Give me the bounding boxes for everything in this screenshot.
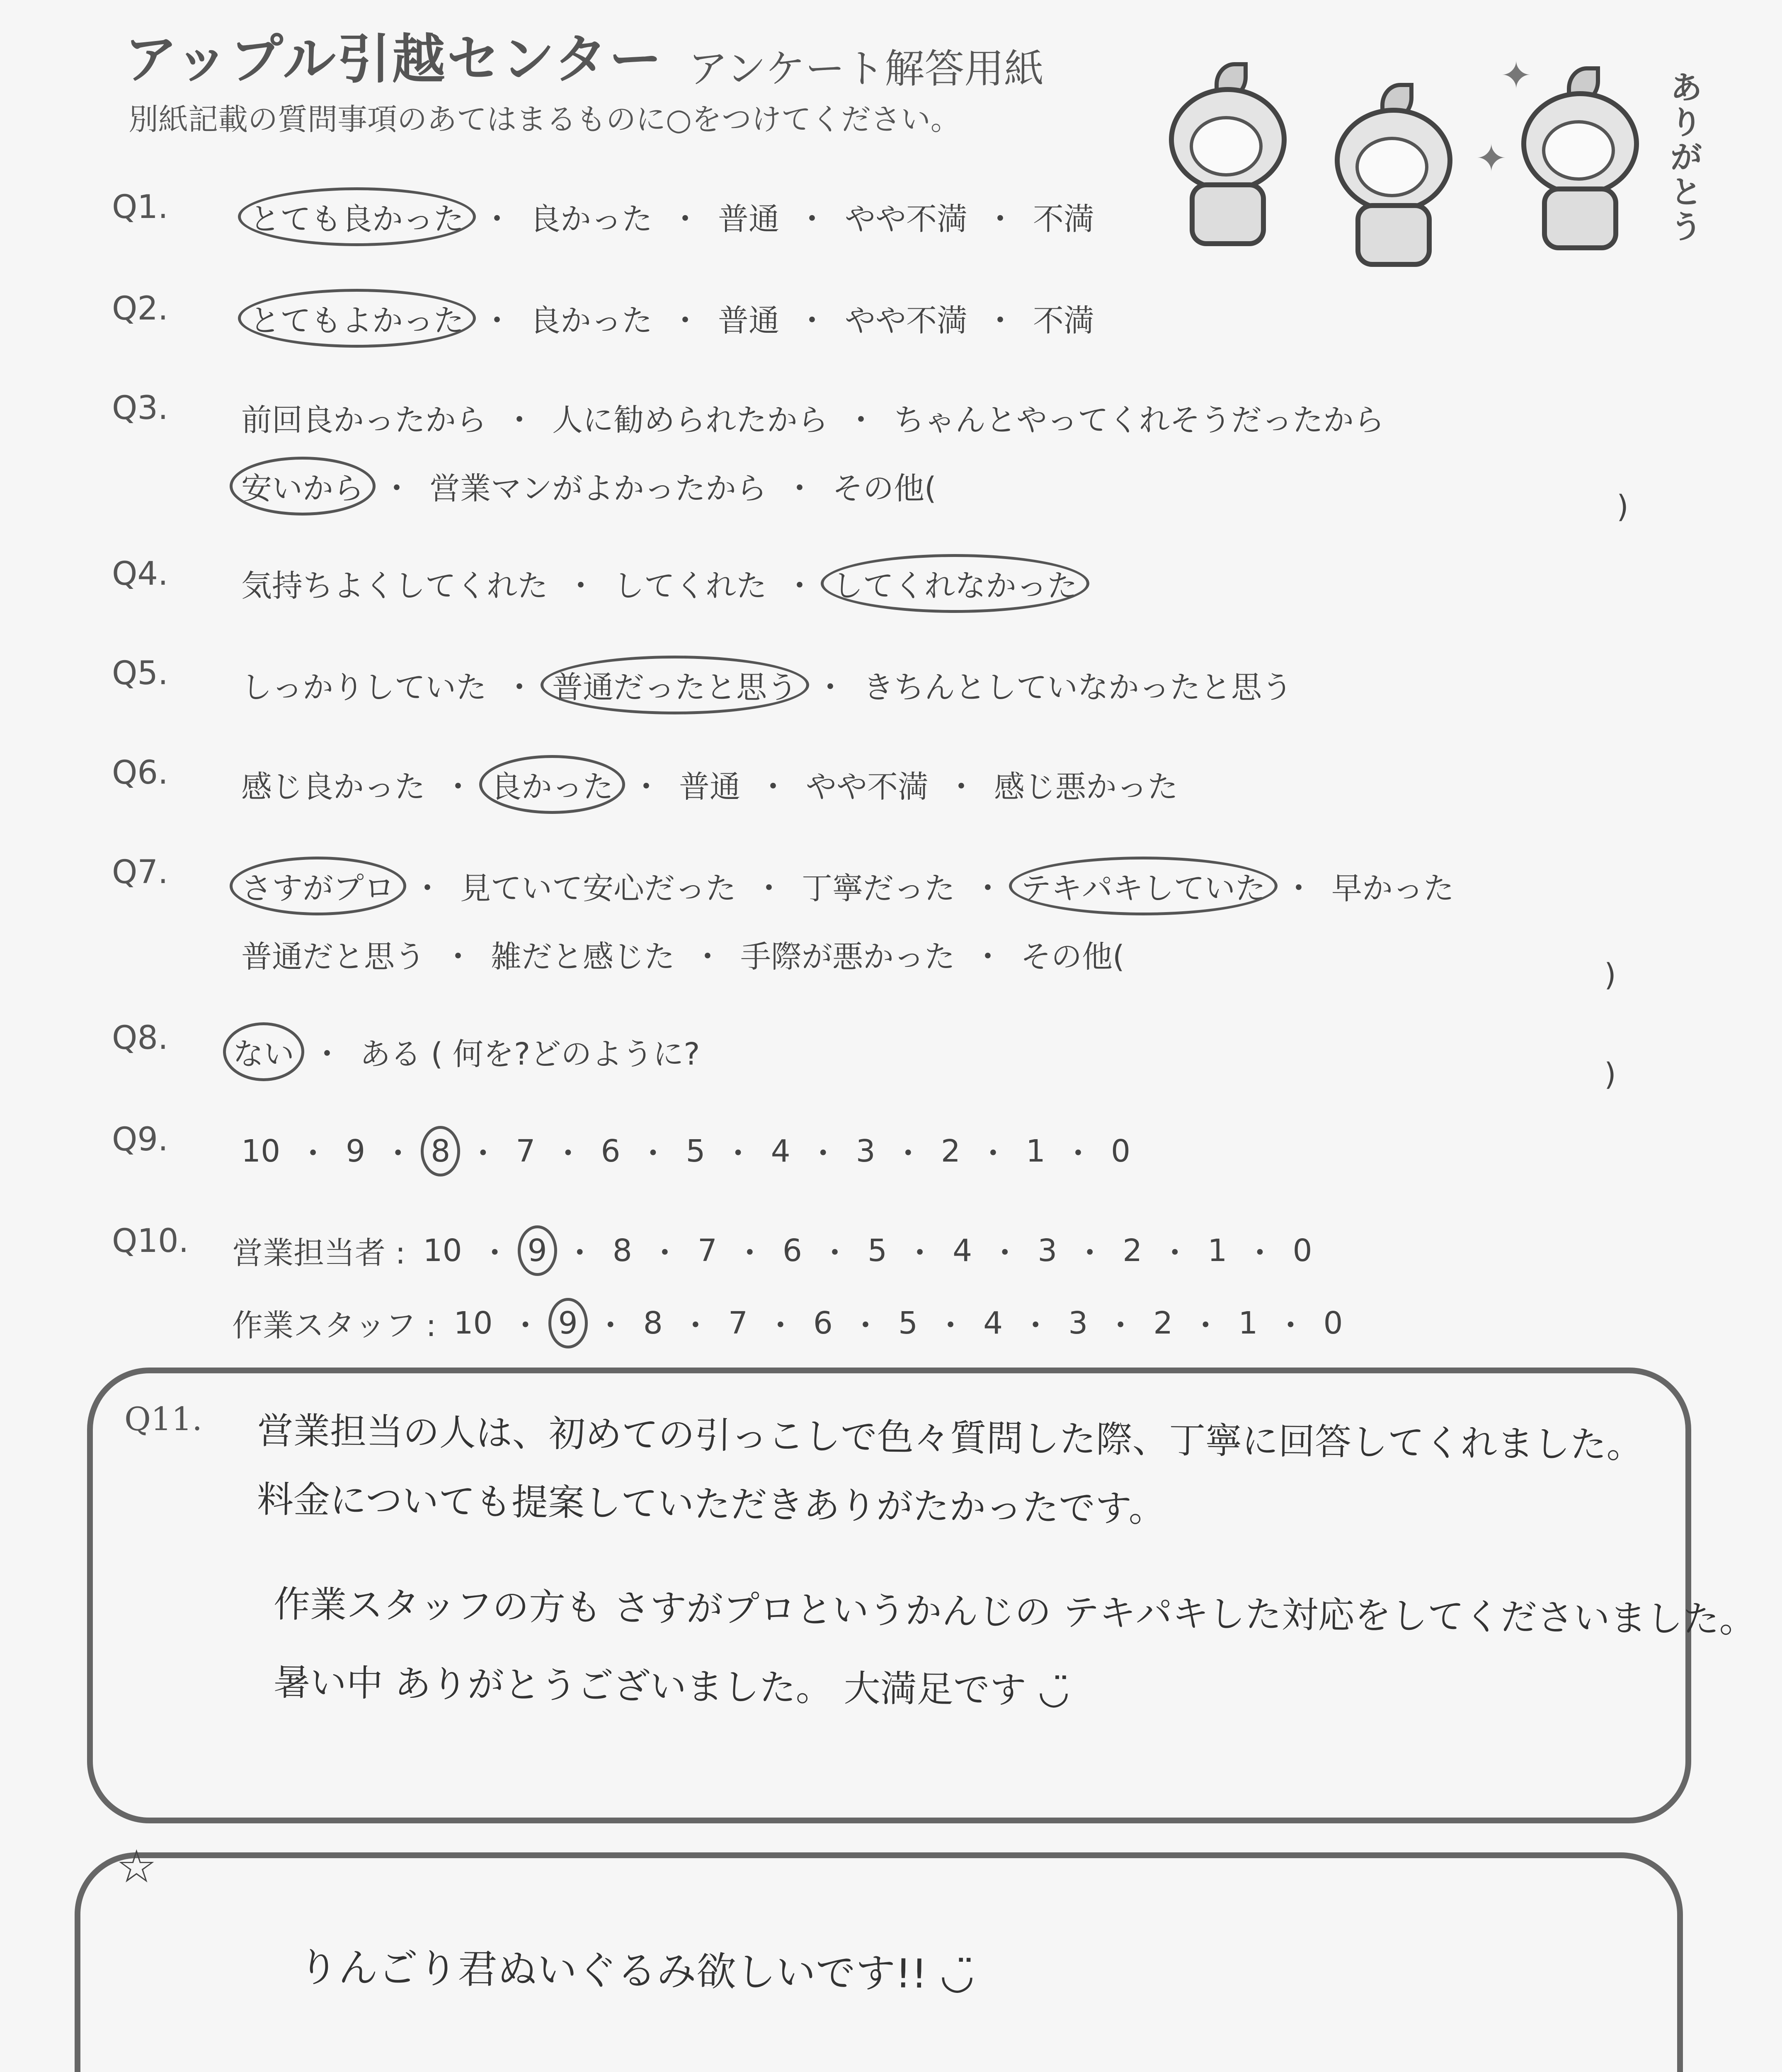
q8-option[interactable]: ない: [224, 1026, 303, 1078]
q10-sales-score[interactable]: 4: [953, 1233, 972, 1268]
q10-staff-score[interactable]: 3: [1068, 1305, 1088, 1341]
instructions: 別紙記載の質問事項のあてはまるものに○をつけてください。: [128, 102, 960, 137]
mascot-monkey-center-icon: [1326, 83, 1451, 257]
q6-option[interactable]: 良かった: [482, 758, 623, 811]
q7-option[interactable]: 見ていて安心だった: [460, 871, 736, 906]
q7-option[interactable]: 早かった: [1331, 871, 1454, 906]
q1-option[interactable]: 不満: [1033, 201, 1094, 237]
q3-options-row2: 安いから ・ 営業マンがよかったから ・ その他(: [232, 460, 946, 512]
q10-sales-score[interactable]: 10: [423, 1233, 462, 1268]
q10-staff-score[interactable]: 1: [1238, 1305, 1258, 1341]
q10-sales-scale: 営業担当者 : 10 ・ 9 ・ 8 ・ 7 ・ 6 ・ 5 ・ 4 ・ 3 ・ 2 ・ 1 ・ 0: [232, 1229, 1321, 1273]
q10-sales-score[interactable]: 5: [868, 1233, 887, 1268]
q11-comment-line: 作業スタッフの方も さすがプロというかんじの テキパキした対応をしてくださいました。: [273, 1583, 1756, 1641]
q10-sales-score[interactable]: 1: [1207, 1233, 1227, 1268]
q10-staff-score[interactable]: 5: [898, 1305, 918, 1341]
q7-option[interactable]: 手際が悪かった: [740, 939, 955, 975]
q3-option[interactable]: 営業マンがよかったから: [429, 471, 767, 506]
form-title: アップル引越センター: [124, 29, 664, 90]
q7-option[interactable]: 雑だと感じた: [491, 939, 675, 975]
q6-option[interactable]: 感じ悪かった: [994, 769, 1178, 805]
q10-sales-score[interactable]: 0: [1292, 1233, 1312, 1268]
q3-close-paren: ): [1617, 489, 1629, 525]
q7-option[interactable]: さすがプロ: [232, 860, 404, 912]
q10-staff-score[interactable]: 9: [549, 1301, 587, 1345]
q10-label: Q10.: [112, 1222, 189, 1260]
q9-scale: 10 ・ 9 ・ 8 ・ 7 ・ 6 ・ 5 ・ 4 ・ 3 ・ 2 ・ 1 ・ 0: [232, 1129, 1140, 1173]
q1-label: Q1.: [112, 189, 168, 226]
q9-score[interactable]: 10: [241, 1133, 281, 1169]
q10-sales-label: 営業担当者 :: [232, 1235, 406, 1271]
q3-option[interactable]: その他(: [832, 471, 936, 506]
q2-option[interactable]: やや不満: [845, 303, 967, 339]
q7-option[interactable]: 丁寧だった: [802, 871, 955, 906]
q7-label: Q7.: [112, 854, 168, 891]
q3-option[interactable]: ちゃんとやってくれそうだったから: [894, 402, 1384, 438]
q9-score[interactable]: 2: [941, 1133, 960, 1169]
q11-comment-line: 料金についても提案していただきありがたかったです。: [257, 1478, 1166, 1530]
q10-staff-score[interactable]: 8: [643, 1305, 663, 1341]
q3-option[interactable]: 安いから: [232, 460, 373, 512]
q10-staff-scale: 作業スタッフ : 10 ・ 9 ・ 8 ・ 7 ・ 6 ・ 5 ・ 4 ・ 3 ・ 2 ・ 1 ・ 0: [232, 1301, 1352, 1345]
q10-staff-label: 作業スタッフ :: [232, 1308, 436, 1343]
q5-option[interactable]: 普通だったと思う: [543, 659, 807, 711]
q9-label: Q9.: [112, 1121, 168, 1158]
q9-score[interactable]: 8: [422, 1129, 459, 1173]
q5-option[interactable]: しっかりしていた: [241, 670, 487, 705]
q7-option[interactable]: その他(: [1021, 939, 1125, 975]
q10-staff-score[interactable]: 2: [1153, 1305, 1173, 1341]
mascot-monkey-left-icon: [1161, 62, 1285, 236]
q3-option[interactable]: 前回良かったから: [241, 402, 487, 438]
q8-option[interactable]: ある ( 何を?どのように?: [360, 1036, 700, 1072]
form-subtitle: アンケート解答用紙: [688, 46, 1044, 92]
q4-option[interactable]: してくれなかった: [823, 557, 1087, 610]
q2-option[interactable]: 不満: [1033, 303, 1094, 339]
q6-options: 感じ良かった ・ 良かった ・ 普通 ・ やや不満 ・ 感じ悪かった: [232, 758, 1187, 811]
q10-sales-score[interactable]: 9: [519, 1229, 556, 1273]
q7-options-row2: 普通だと思う ・ 雑だと感じた ・ 手際が悪かった ・ その他(: [232, 928, 1134, 980]
q1-options: とても良かった ・ 良かった ・ 普通 ・ やや不満 ・ 不満: [240, 191, 1103, 243]
q6-label: Q6.: [112, 754, 168, 792]
q9-score[interactable]: 5: [686, 1133, 706, 1169]
q10-sales-score[interactable]: 7: [697, 1233, 717, 1268]
q4-option[interactable]: してくれた: [613, 568, 767, 604]
q10-staff-score[interactable]: 6: [813, 1305, 833, 1341]
q4-label: Q4.: [112, 555, 168, 593]
q11-comment-line: 営業担当の人は、初めての引っこしで色々質問した際、丁寧に回答してくれました。: [257, 1409, 1644, 1467]
q10-staff-score[interactable]: 7: [728, 1305, 748, 1341]
q10-sales-score[interactable]: 6: [782, 1233, 803, 1268]
q3-label: Q3.: [112, 390, 168, 427]
q7-option[interactable]: 普通だと思う: [241, 939, 425, 975]
q9-score[interactable]: 3: [856, 1133, 875, 1169]
q8-label: Q8.: [112, 1019, 168, 1057]
q2-option[interactable]: 良かった: [530, 303, 652, 339]
q1-option[interactable]: 普通: [718, 201, 779, 237]
q11-comment-line: 暑い中 ありがとうございました。 大満足です ◡̈: [273, 1661, 1070, 1712]
q6-option[interactable]: 普通: [679, 769, 740, 805]
star-comment-text: りんごり君ぬいぐるみ欲しいです!! ◡̈: [298, 1944, 975, 1998]
q9-score[interactable]: 7: [516, 1133, 536, 1169]
q9-score[interactable]: 9: [346, 1133, 366, 1169]
sparkle-icon: ✦: [1501, 54, 1532, 97]
q4-options: 気持ちよくしてくれた ・ してくれた ・ してくれなかった: [232, 557, 1087, 610]
q7-close-paren: ): [1604, 957, 1616, 993]
q7-option[interactable]: テキパキしていた: [1011, 860, 1275, 912]
q1-option[interactable]: 良かった: [530, 201, 652, 237]
q8-options: ない ・ ある ( 何を?どのように?: [224, 1026, 709, 1078]
q2-options: とてもよかった ・ 良かった ・ 普通 ・ やや不満 ・ 不満: [240, 292, 1103, 344]
q5-label: Q5.: [112, 655, 168, 692]
q10-sales-score[interactable]: 8: [612, 1233, 632, 1268]
q11-label: Q11.: [124, 1401, 202, 1438]
mascot-thanks-text: ありがとう: [1670, 69, 1702, 245]
q6-option[interactable]: やや不満: [806, 769, 929, 805]
q8-close-paren: ): [1604, 1057, 1616, 1092]
q9-score[interactable]: 6: [601, 1133, 621, 1169]
q1-option[interactable]: とても良かった: [240, 191, 473, 243]
q10-staff-score[interactable]: 10: [453, 1305, 493, 1341]
q9-score[interactable]: 0: [1111, 1133, 1131, 1169]
q2-option[interactable]: とてもよかった: [240, 292, 473, 344]
q3-option[interactable]: 人に勧められたから: [552, 402, 828, 438]
q10-staff-score[interactable]: 4: [983, 1305, 1003, 1341]
q10-staff-score[interactable]: 0: [1323, 1305, 1343, 1341]
sparkle-icon: ✦: [1476, 137, 1507, 180]
q9-score[interactable]: 1: [1026, 1133, 1046, 1169]
q4-option[interactable]: 気持ちよくしてくれた: [241, 568, 548, 604]
q6-option[interactable]: 感じ良かった: [241, 769, 425, 805]
q10-sales-score[interactable]: 2: [1123, 1233, 1142, 1268]
q2-label: Q2.: [112, 290, 168, 327]
q5-options: しっかりしていた ・ 普通だったと思う ・ きちんとしていなかったと思う: [232, 659, 1302, 711]
q10-sales-score[interactable]: 3: [1038, 1233, 1057, 1268]
q9-score[interactable]: 4: [771, 1133, 790, 1169]
q3-options: 前回良かったから ・ 人に勧められたから ・ ちゃんとやってくれそうだったから: [232, 392, 1394, 444]
q2-option[interactable]: 普通: [718, 303, 779, 339]
q1-option[interactable]: やや不満: [845, 201, 967, 237]
q7-options: さすがプロ ・ 見ていて安心だった ・ 丁寧だった ・ テキパキしていた ・ 早かった: [232, 860, 1463, 912]
star-icon: ☆: [116, 1840, 157, 1893]
q5-option[interactable]: きちんとしていなかったと思う: [863, 670, 1292, 705]
